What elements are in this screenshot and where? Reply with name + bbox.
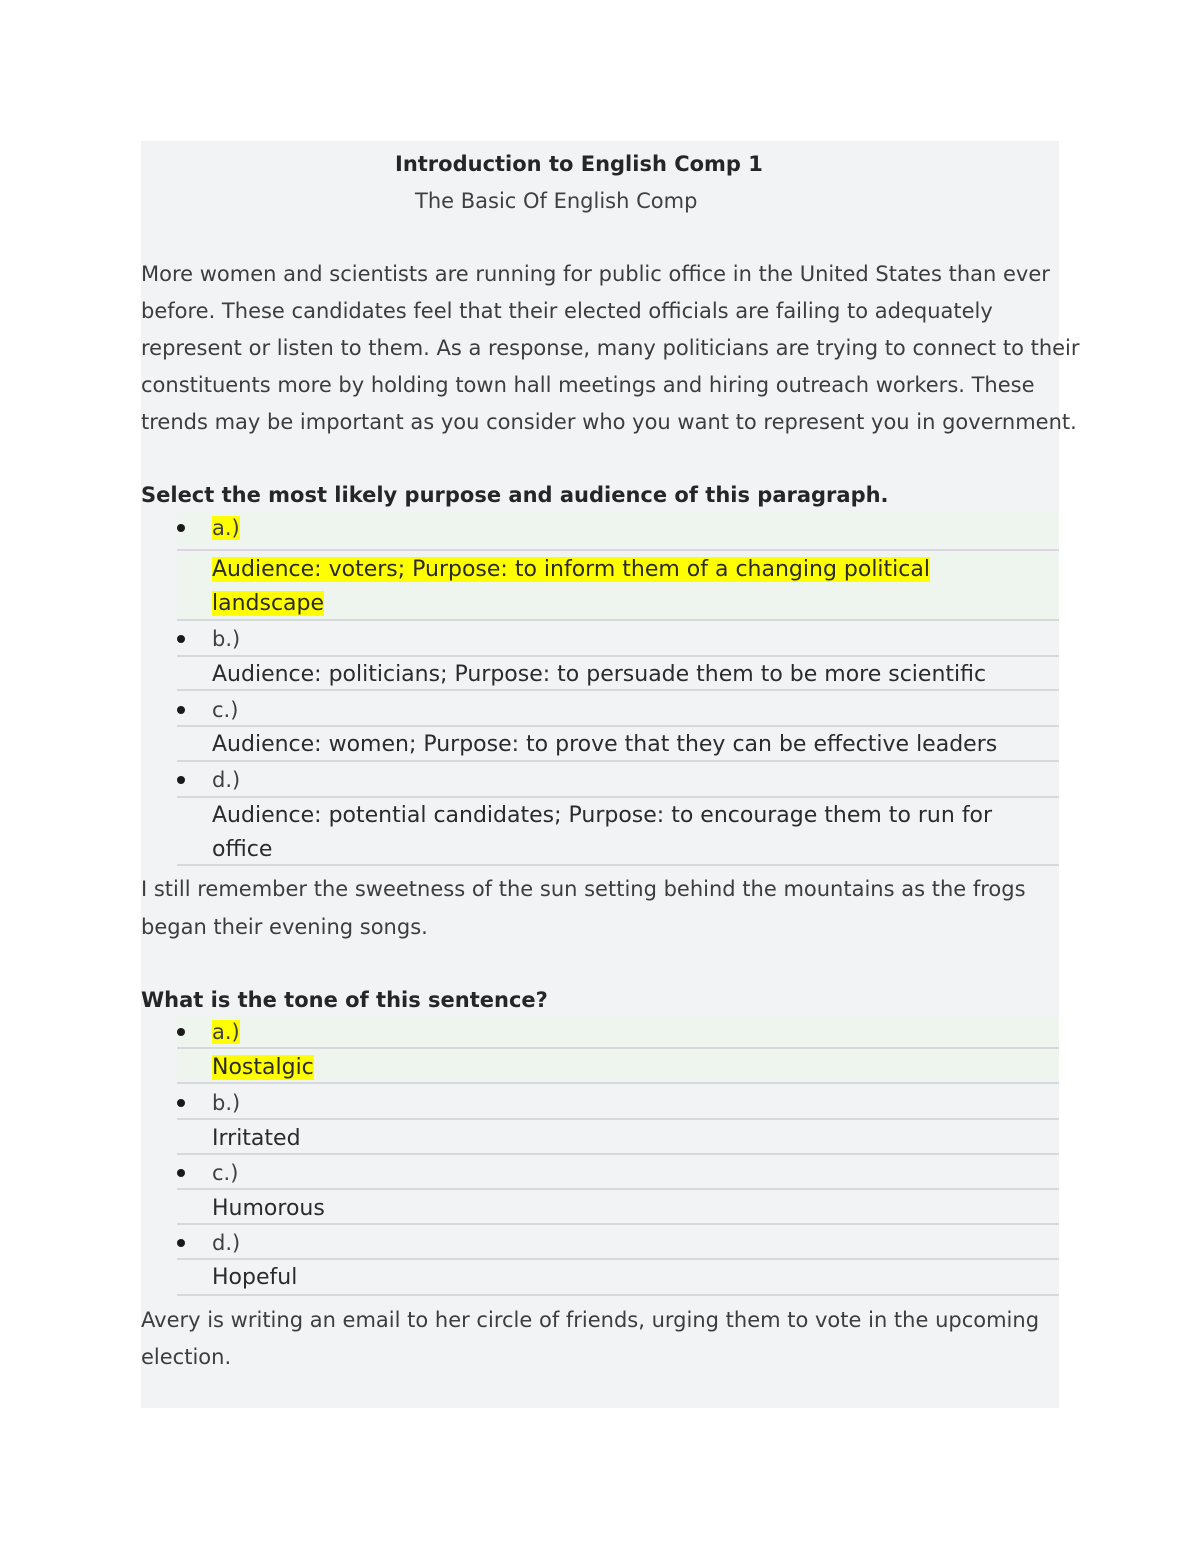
q1-answer-c[interactable] — [177, 728, 1059, 760]
divider — [177, 1153, 1059, 1155]
answer-text: Audience: politicians; Purpose: to persuade them to be more scientific — [212, 662, 987, 687]
bullet-icon — [177, 524, 185, 532]
bullet-icon — [177, 1169, 185, 1177]
document-title: Introduction to English Comp 1 — [395, 152, 763, 176]
q2-answer-a[interactable] — [177, 1050, 1059, 1082]
passage-line: election. — [141, 1345, 232, 1369]
q2-option-b[interactable] — [177, 1087, 1059, 1121]
divider — [177, 1258, 1059, 1260]
q1-option-a[interactable] — [177, 512, 1059, 546]
q2-answer-c[interactable] — [177, 1191, 1059, 1223]
divider — [177, 549, 1059, 551]
divider — [177, 864, 1059, 866]
divider — [177, 1082, 1059, 1084]
passage-line: trends may be important as you consider who you want to represent you in government. — [141, 410, 1077, 434]
passage-line: before. These candidates feel that their elected officials are failing to adequately — [141, 299, 993, 323]
option-letter: b.) — [212, 627, 241, 651]
passage-line: I still remember the sweetness of the sun setting behind the mountains as the frogs — [141, 877, 1026, 901]
bullet-icon — [177, 1028, 185, 1036]
divider — [177, 725, 1059, 727]
answer-text: Audience: women; Purpose: to prove that they can be effective leaders — [212, 732, 998, 757]
q1-answer-b[interactable] — [177, 658, 1059, 690]
q2-option-a[interactable] — [177, 1016, 1059, 1050]
answer-text: landscape — [212, 591, 325, 616]
divider — [177, 1118, 1059, 1120]
divider — [177, 760, 1059, 762]
q1-option-c[interactable] — [177, 694, 1059, 728]
bullet-icon — [177, 1239, 185, 1247]
q1-option-b[interactable] — [177, 623, 1059, 657]
option-letter: c.) — [212, 698, 239, 722]
passage-line: represent or listen to them. As a response, many politicians are trying to connect to their — [141, 336, 1080, 360]
option-letter: d.) — [212, 1231, 241, 1255]
divider — [177, 1188, 1059, 1190]
answer-text: Humorous — [212, 1196, 325, 1221]
option-letter: a.) — [212, 516, 240, 540]
option-letter: d.) — [212, 768, 241, 792]
answer-text: office — [212, 837, 273, 862]
bullet-icon — [177, 1099, 185, 1107]
option-letter: c.) — [212, 1161, 239, 1185]
q1-answer-d[interactable] — [177, 799, 1059, 863]
divider — [177, 619, 1059, 621]
divider — [177, 796, 1059, 798]
q2-answer-b[interactable] — [177, 1121, 1059, 1153]
bullet-icon — [177, 706, 185, 714]
bullet-icon — [177, 635, 185, 643]
question-1-prompt: Select the most likely purpose and audience of this paragraph. — [141, 483, 889, 507]
passage-line: Avery is writing an email to her circle of friends, urging them to vote in the upcoming — [141, 1308, 1040, 1332]
divider — [177, 1294, 1059, 1296]
answer-text: Audience: potential candidates; Purpose: to encourage them to run for — [212, 803, 993, 828]
answer-text: Hopeful — [212, 1265, 298, 1290]
q2-answer-d[interactable] — [177, 1261, 1059, 1293]
option-letter: b.) — [212, 1091, 241, 1115]
divider — [177, 689, 1059, 691]
q1-option-d[interactable] — [177, 764, 1059, 798]
option-letter: a.) — [212, 1020, 240, 1044]
passage-line: began their evening songs. — [141, 915, 428, 939]
question-2-prompt: What is the tone of this sentence? — [141, 988, 548, 1012]
passage-line: constituents more by holding town hall meetings and hiring outreach workers. These — [141, 373, 1035, 397]
divider — [177, 1223, 1059, 1225]
divider — [177, 1047, 1059, 1049]
document-subtitle: The Basic Of English Comp — [415, 189, 698, 213]
answer-text: Irritated — [212, 1126, 301, 1151]
answer-text: Audience: voters; Purpose: to inform them of a changing political — [212, 557, 930, 582]
q2-option-d[interactable] — [177, 1227, 1059, 1261]
q2-option-c[interactable] — [177, 1157, 1059, 1191]
divider — [177, 655, 1059, 657]
q1-answer-a[interactable] — [177, 553, 1059, 619]
passage-line: More women and scientists are running for public office in the United States than ever — [141, 262, 1050, 286]
bullet-icon — [177, 776, 185, 784]
answer-text: Nostalgic — [212, 1055, 314, 1080]
